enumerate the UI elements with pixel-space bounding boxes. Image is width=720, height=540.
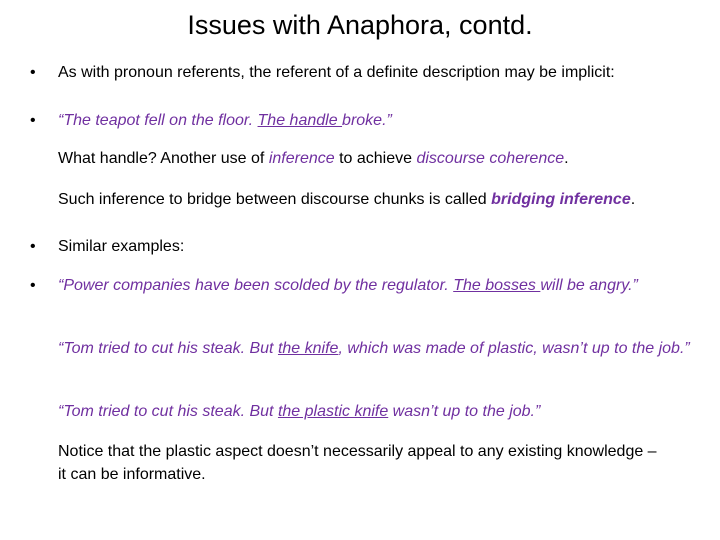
paragraph-text: to achieve	[334, 150, 417, 167]
bullet-icon: •	[30, 64, 36, 81]
quote-text: “Tom tried to cut his steak. But	[58, 403, 278, 420]
term-inference: inference	[268, 150, 335, 167]
quote-text: , which was made of plastic, wasn’t up to the job.”	[338, 340, 690, 357]
example-quote-knife	[58, 337, 708, 360]
bullet-icon: •	[30, 277, 36, 294]
paragraph-bridging-inference	[58, 188, 708, 211]
term-bridging-inference: bridging inference	[491, 191, 631, 208]
example-quote-plastic-knife	[58, 400, 708, 423]
quote-underlined-phrase: The handle	[257, 112, 343, 129]
quote-text: wasn’t up to the job.”	[388, 403, 541, 420]
bullet-icon: •	[30, 238, 36, 255]
bullet-text: As with pronoun referents, the referent of a definite description may be implicit:	[58, 64, 615, 81]
slide-title: Issues with Anaphora, contd.	[187, 10, 533, 40]
paragraph-what-handle	[58, 147, 708, 170]
bullet-text: Similar examples:	[58, 238, 185, 255]
quote-text: “Power companies have been scolded by the regulator.	[58, 277, 454, 294]
quote-underlined-phrase: The bosses	[453, 277, 541, 294]
quote-text: “The teapot fell on the floor.	[58, 112, 258, 129]
quote-text: “Tom tried to cut his steak. But	[58, 340, 278, 357]
paragraph-text: .	[564, 150, 569, 167]
paragraph-text: Such inference to bridge between discourse chunks is called	[58, 191, 492, 208]
term-discourse-coherence: discourse coherence	[416, 150, 565, 167]
quote-text: will be angry.”	[540, 277, 638, 294]
quote-text: broke.”	[342, 112, 392, 129]
bullet-icon: •	[30, 112, 36, 129]
example-quote	[58, 274, 708, 297]
paragraph-text: What handle? Another use of	[58, 150, 269, 167]
example-quote	[58, 109, 708, 132]
quote-underlined-phrase: the knife	[277, 340, 339, 357]
paragraph-notice-informative: Notice that the plastic aspect doesn’t necessarily appeal to any existing knowledge – it can be informative.	[58, 443, 657, 483]
paragraph-text: .	[630, 191, 636, 208]
quote-underlined-phrase: the plastic knife	[277, 403, 389, 420]
